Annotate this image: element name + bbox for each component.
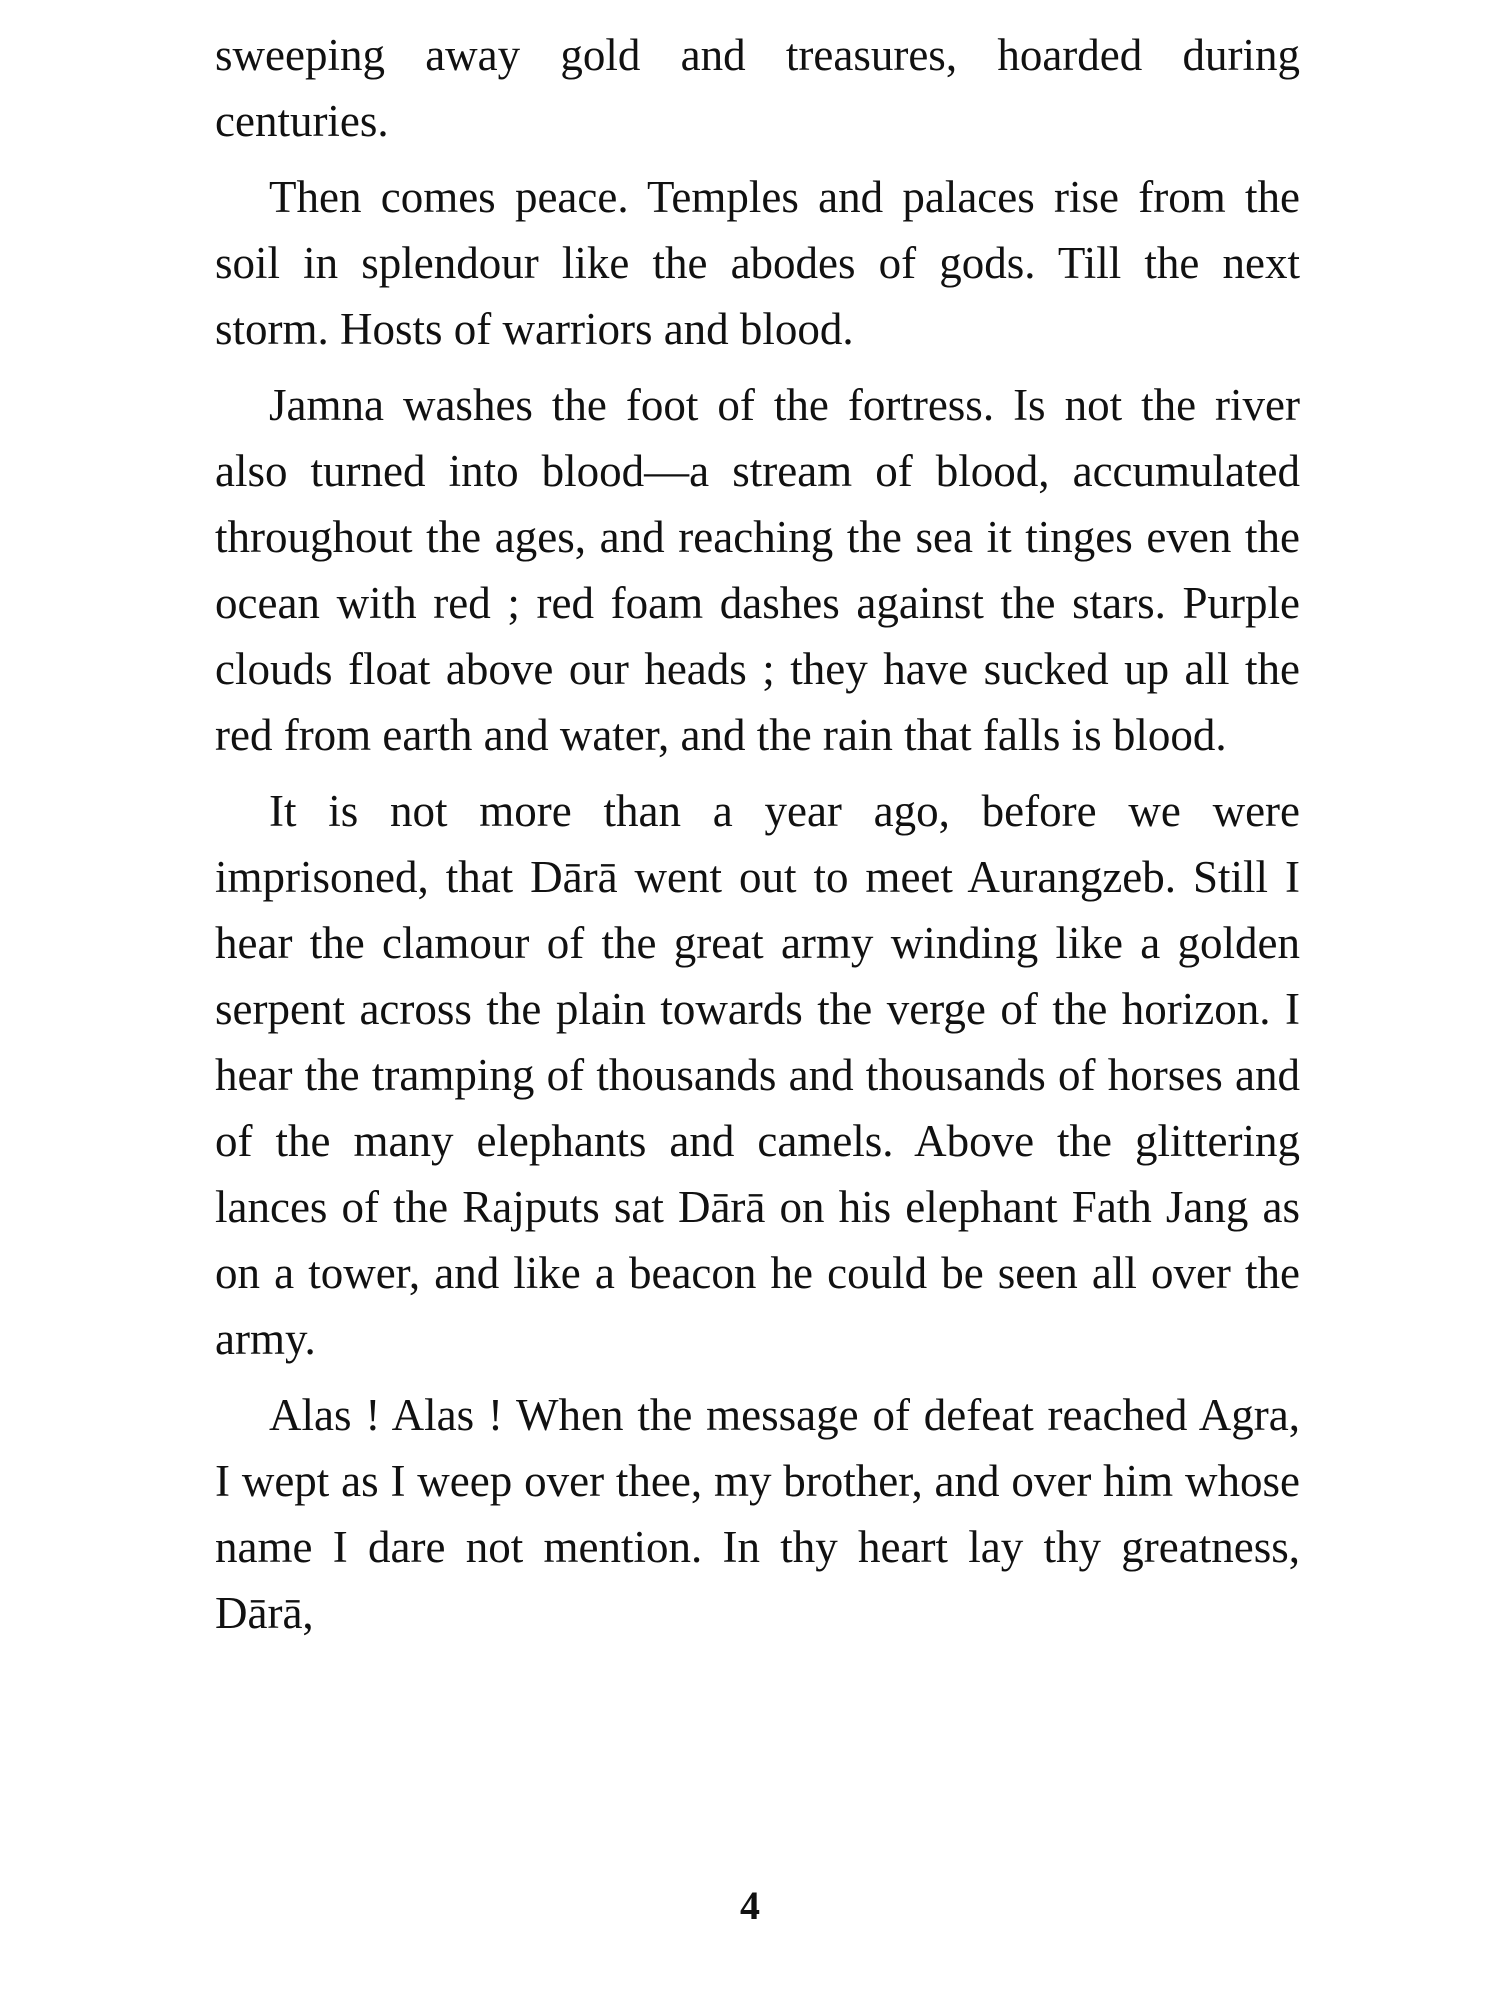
paragraph-dara-army: It is not more than a year ago, before we were imprisoned, that Dārā went out to meet Aurangzeb. Still I hear the clamour of the great army winding like a golden serpent across the plain towards the verge of the horizon. I hear the tramping of thousands and thousands of horses and of the many elephants and camels. Above the glittering lances of the Rajputs sat Dārā on his elephant Fath Jang as on a tower, and like a beacon he could be seen all over the army. [215,786,1300,1364]
paragraph-jamna: Jamna washes the foot of the fortress. Is not the river also turned into blood—a stream of blood, accumulated throughout the ages, and reaching the sea it tinges even the ocean with red ; red foam dashes against the stars. Purple clouds float above our heads ; they have sucked up all the red from earth and water, and the rain that falls is blood. [215,380,1300,760]
paragraph-continuation: sweeping away gold and treasures, hoarded during centuries. [215,30,1300,146]
paragraph-alas: Alas ! Alas ! When the message of defeat reached Agra, I wept as I weep over thee, my brother, and over him whose name I dare not mention. In thy heart lay thy greatness, Dārā, [215,1390,1300,1638]
page-number: 4 [740,1883,760,1928]
page-body [215,22,1300,1656]
paragraph-peace: Then comes peace. Temples and palaces rise from the soil in splendour like the abodes of gods. Till the next storm. Hosts of warriors and blood. [215,172,1300,354]
